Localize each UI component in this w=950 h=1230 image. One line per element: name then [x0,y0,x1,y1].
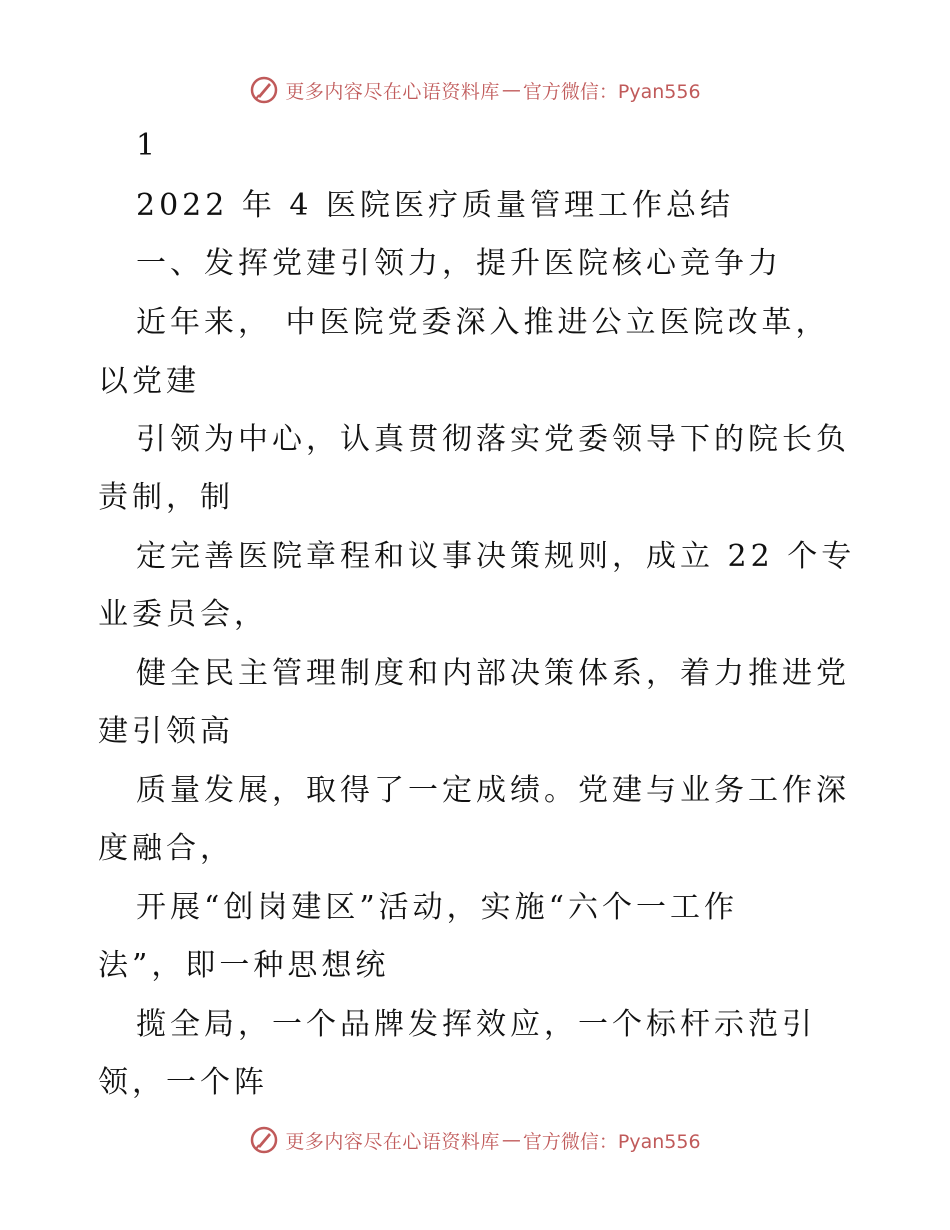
watermark-separator: — [501,79,521,101]
paragraph-line: 以党建 [98,364,200,399]
paragraph-line: 近年来， 中医院党委深入推进公立医院改革， [136,305,830,340]
paragraph-line: 定完善医院章程和议事决策规则，成立 22 个专 [136,539,856,574]
watermark-wechat-text: 官方微信：Pyan556 [522,1130,701,1153]
section-heading: 一、发挥党建引领力，提升医院核心竞争力 [136,246,782,281]
watermark-site-text: 更多内容尽在心语资料库 [285,1130,500,1153]
header-watermark [0,70,950,110]
paragraph-line: 健全民主管理制度和内部决策体系，着力推进党 [136,656,850,691]
paragraph-line: 度融合， [98,831,234,866]
paragraph-line: 开展“创岗建区”活动，实施“六个一工作 [136,890,739,925]
paragraph-line: 法”，即一种思想统 [98,948,390,983]
paragraph-line: 引领为中心，认真贯彻落实党委领导下的院长负 [136,422,850,457]
document-title: 2022 年 4 医院医疗质量管理工作总结 [136,188,735,223]
quill-logo-icon [249,1125,279,1155]
paragraph-line: 责制，制 [98,480,234,515]
quill-logo-icon [249,75,279,105]
footer-watermark [0,1120,950,1160]
paragraph-line: 揽全局，一个品牌发挥效应，一个标杆示范引 [136,1007,816,1042]
page-number: 1 [136,128,160,163]
paragraph-line: 业委员会， [98,597,268,632]
watermark-site-text: 更多内容尽在心语资料库 [285,80,500,103]
paragraph-line: 领，一个阵 [98,1065,268,1100]
watermark-separator: — [501,1129,521,1151]
paragraph-line: 质量发展，取得了一定成绩。党建与业务工作深 [136,773,850,808]
watermark-wechat-text: 官方微信：Pyan556 [522,80,701,103]
paragraph-line: 建引领高 [98,714,234,749]
